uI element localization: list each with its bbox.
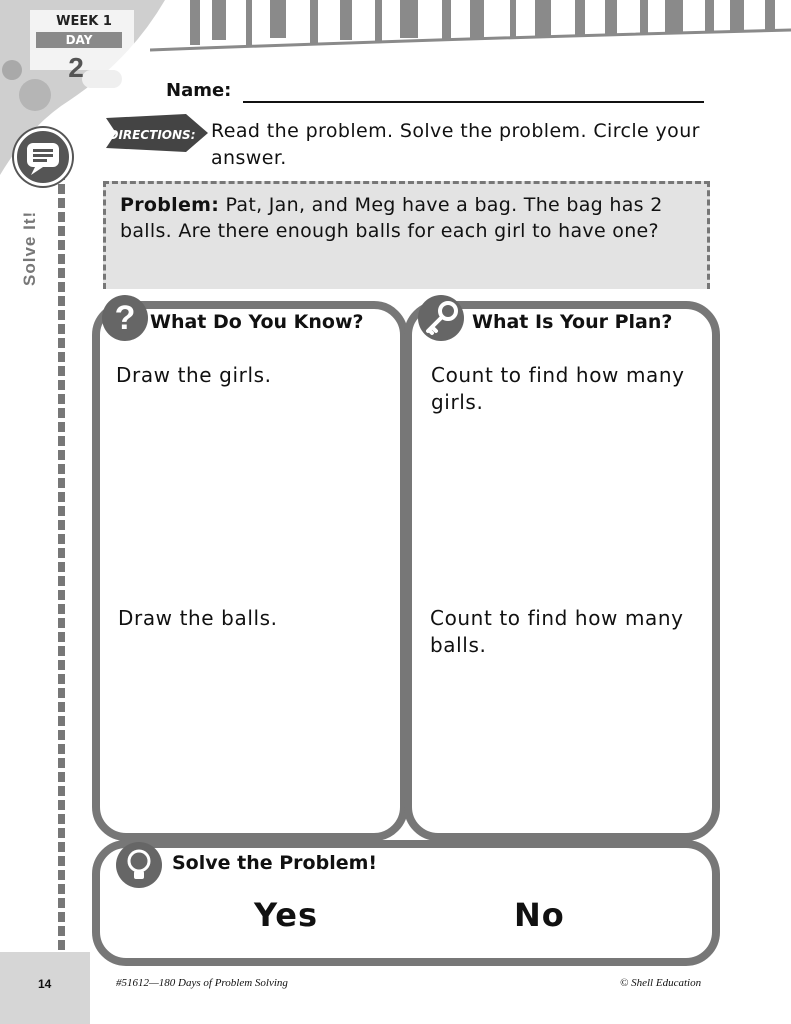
directions-badge-label: DIRECTIONS: [108, 128, 196, 142]
copyright: © Shell Education [620, 977, 702, 989]
problem-label: Problem: [120, 194, 220, 216]
name-field[interactable] [243, 101, 704, 103]
day-label: DAY [36, 32, 122, 48]
directions-text: Read the problem. Solve the problem. Circle your answer. [211, 120, 700, 169]
problem-statement [120, 192, 700, 244]
answer-no[interactable]: No [514, 896, 565, 934]
answer-yes[interactable]: Yes [254, 896, 318, 934]
sidebar-label: Solve It! [20, 210, 39, 286]
draw-balls-prompt: Draw the balls. [118, 606, 278, 630]
key-icon [418, 295, 464, 341]
question-icon: ? [102, 295, 148, 341]
draw-girls-prompt: Draw the girls. [116, 363, 272, 387]
week-label: WEEK 1 [56, 14, 112, 29]
sidebar-rail [58, 170, 65, 990]
name-label: Name: [166, 80, 232, 101]
plan-panel-title: What Is Your Plan? [472, 311, 673, 333]
problem-text: Pat, Jan, and Meg have a bag. The bag has 2 balls. Are there enough balls for each girl to have one? [120, 194, 663, 242]
know-panel-title: What Do You Know? [150, 311, 364, 333]
header-decoration [150, 0, 791, 52]
speech-bubble-icon [14, 128, 72, 186]
directions-arrow-icon [104, 110, 210, 156]
book-title: #51612—180 Days of Problem Solving [116, 977, 288, 989]
page-number: 14 [38, 977, 52, 991]
count-balls-prompt: Count to find how many balls. [430, 606, 684, 657]
lightbulb-icon [116, 842, 162, 888]
solve-panel-title: Solve the Problem! [172, 852, 378, 874]
day-number: 2 [68, 52, 84, 83]
count-girls-prompt: Count to find how many girls. [431, 363, 685, 414]
